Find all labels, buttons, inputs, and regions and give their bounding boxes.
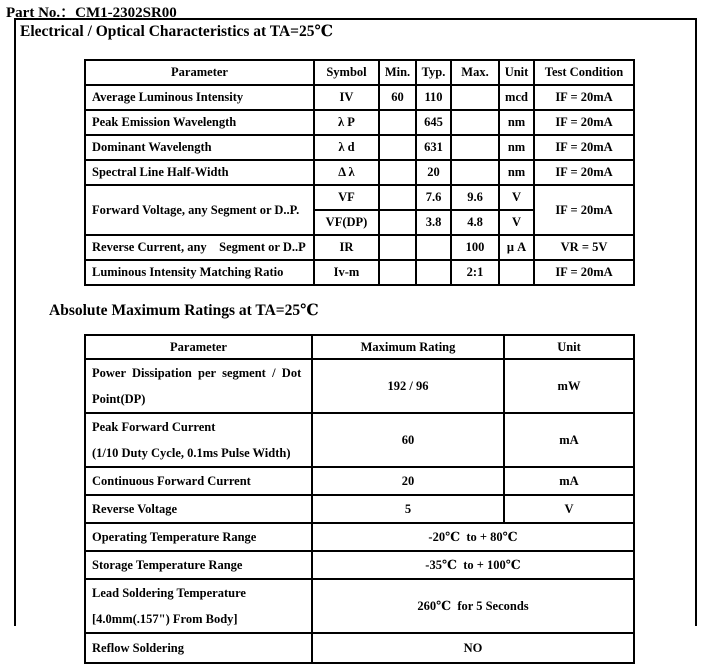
cell-symbol: λ P	[314, 110, 379, 135]
cell-max: 2:1	[451, 260, 499, 285]
cell-typ: 7.6	[416, 185, 451, 210]
cell-typ: 110	[416, 85, 451, 110]
cell-parameter: Peak Emission Wavelength	[85, 110, 314, 135]
cell-maximum-rating: -20℃ to + 80℃	[312, 523, 634, 551]
table-header-row	[85, 60, 634, 85]
cell-maximum-rating: 5	[312, 495, 504, 523]
cell-parameter: Spectral Line Half-Width	[85, 160, 314, 185]
cell-parameter: Continuous Forward Current	[85, 467, 312, 495]
cell-typ	[416, 260, 451, 285]
cell-unit: nm	[499, 160, 534, 185]
table-row	[85, 185, 634, 210]
cell-min	[379, 235, 416, 260]
header-parameter: Parameter	[85, 335, 312, 359]
cell-test-condition: IF = 20mA	[534, 160, 634, 185]
cell-typ: 20	[416, 160, 451, 185]
cell-unit: V	[499, 185, 534, 210]
electrical-section-title: Electrical / Optical Characteristics at TA=25℃	[20, 23, 334, 40]
absolute-section-title: Absolute Maximum Ratings at TA=25℃	[49, 302, 319, 319]
cell-unit: V	[499, 210, 534, 235]
table-row	[85, 235, 634, 260]
cell-maximum-rating: 192 / 96	[312, 359, 504, 413]
cell-min	[379, 160, 416, 185]
absolute-maximum-ratings-table	[84, 334, 635, 664]
cell-test-condition: IF = 20mA	[534, 260, 634, 285]
table-row	[85, 135, 634, 160]
cell-min	[379, 135, 416, 160]
header-test-condition: Test Condition	[534, 60, 634, 85]
cell-parameter: Dominant Wavelength	[85, 135, 314, 160]
cell-parameter: Storage Temperature Range	[85, 551, 312, 579]
cell-parameter: Reverse Voltage	[85, 495, 312, 523]
cell-max: 4.8	[451, 210, 499, 235]
header-unit: Unit	[499, 60, 534, 85]
cell-test-condition: IF = 20mA	[534, 185, 634, 235]
cell-maximum-rating: 60	[312, 413, 504, 467]
cell-typ	[416, 235, 451, 260]
cell-parameter: Reflow Soldering	[85, 633, 312, 663]
cell-unit: mA	[504, 467, 634, 495]
cell-typ: 645	[416, 110, 451, 135]
table-row	[85, 633, 634, 663]
cell-parameter: Power Dissipation per segment / Dot Point(DP)	[85, 359, 312, 413]
cell-maximum-rating: -35℃ to + 100℃	[312, 551, 634, 579]
cell-max	[451, 160, 499, 185]
table-row	[85, 85, 634, 110]
cell-test-condition: IF = 20mA	[534, 85, 634, 110]
cell-symbol: VF	[314, 185, 379, 210]
header-max: Max.	[451, 60, 499, 85]
cell-parameter: Forward Voltage, any Segment or D..P.	[85, 185, 314, 235]
cell-unit: V	[504, 495, 634, 523]
header-maximum-rating: Maximum Rating	[312, 335, 504, 359]
cell-parameter: Reverse Current, any Segment or D..P	[85, 235, 314, 260]
table-row	[85, 467, 634, 495]
cell-unit	[499, 260, 534, 285]
cell-unit: μ A	[499, 235, 534, 260]
cell-symbol: λ d	[314, 135, 379, 160]
cell-min	[379, 260, 416, 285]
table-row	[85, 551, 634, 579]
cell-unit: nm	[499, 110, 534, 135]
cell-typ: 631	[416, 135, 451, 160]
table-row	[85, 523, 634, 551]
cell-symbol: Δ λ	[314, 160, 379, 185]
table-row	[85, 359, 634, 413]
cell-unit: mW	[504, 359, 634, 413]
cell-max: 100	[451, 235, 499, 260]
cell-min	[379, 110, 416, 135]
table-row	[85, 579, 634, 633]
cell-parameter: Operating Temperature Range	[85, 523, 312, 551]
cell-maximum-rating: NO	[312, 633, 634, 663]
table-row	[85, 160, 634, 185]
header-symbol: Symbol	[314, 60, 379, 85]
cell-min	[379, 210, 416, 235]
table-row	[85, 413, 634, 467]
cell-unit: mA	[504, 413, 634, 467]
cell-maximum-rating: 20	[312, 467, 504, 495]
cell-max: 9.6	[451, 185, 499, 210]
cell-symbol: IV	[314, 85, 379, 110]
cell-symbol: IR	[314, 235, 379, 260]
part-number: Part No.：CM1-2302SR00	[6, 5, 177, 21]
cell-parameter: Peak Forward Current (1/10 Duty Cycle, 0.1ms Pulse Width)	[85, 413, 312, 467]
cell-maximum-rating: 260℃ for 5 Seconds	[312, 579, 634, 633]
cell-unit: mcd	[499, 85, 534, 110]
header-unit: Unit	[504, 335, 634, 359]
header-typ: Typ.	[416, 60, 451, 85]
cell-parameter: Lead Soldering Temperature [4.0mm(.157") From Body]	[85, 579, 312, 633]
cell-symbol: Iv-m	[314, 260, 379, 285]
electrical-characteristics-table	[84, 59, 635, 286]
table-row	[85, 110, 634, 135]
header-parameter: Parameter	[85, 60, 314, 85]
cell-parameter: Luminous Intensity Matching Ratio	[85, 260, 314, 285]
table-header-row	[85, 335, 634, 359]
cell-typ: 3.8	[416, 210, 451, 235]
header-min: Min.	[379, 60, 416, 85]
cell-max	[451, 135, 499, 160]
table-row	[85, 495, 634, 523]
cell-min: 60	[379, 85, 416, 110]
cell-unit: nm	[499, 135, 534, 160]
cell-symbol: VF(DP)	[314, 210, 379, 235]
cell-test-condition: IF = 20mA	[534, 135, 634, 160]
cell-test-condition: VR = 5V	[534, 235, 634, 260]
cell-test-condition: IF = 20mA	[534, 110, 634, 135]
cell-max	[451, 110, 499, 135]
cell-max	[451, 85, 499, 110]
cell-parameter: Average Luminous Intensity	[85, 85, 314, 110]
cell-min	[379, 185, 416, 210]
table-row	[85, 260, 634, 285]
